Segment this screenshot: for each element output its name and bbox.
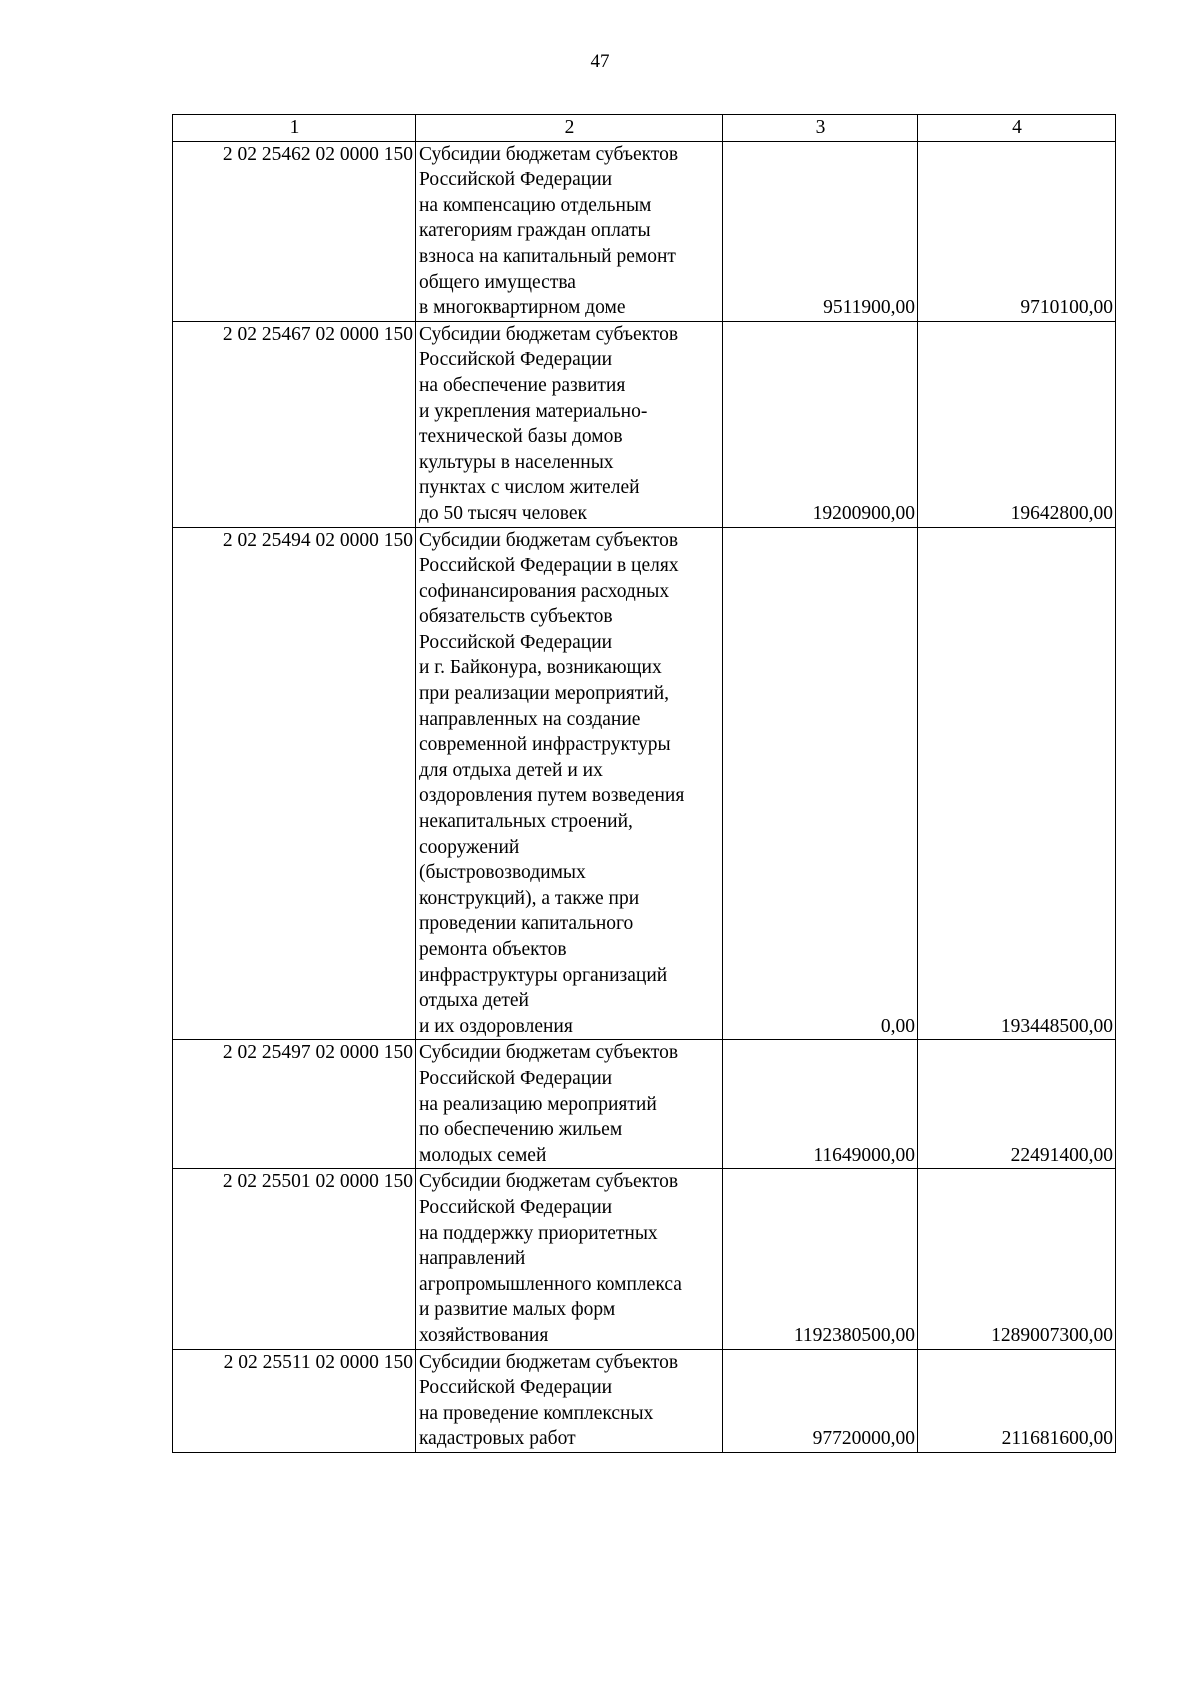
description-line: ремонта объектов	[419, 939, 567, 960]
description-cell	[416, 321, 723, 527]
description-line: общего имущества	[419, 271, 576, 293]
description-cell	[416, 527, 723, 1040]
table-row	[173, 1349, 1116, 1452]
description-line: направленных на создание	[419, 708, 641, 730]
description-line: на реализацию мероприятий	[419, 1093, 657, 1115]
description-line: Субсидии бюджетам субъектов	[419, 323, 679, 345]
description-line: и г. Байконура, возникающих	[419, 657, 662, 679]
description-line: обязательств субъектов	[419, 606, 613, 628]
description-cell	[416, 1040, 723, 1169]
description-line: на компенсацию отдельным	[419, 194, 652, 216]
page-number: 47	[590, 51, 610, 72]
description-line: в многоквартирном доме	[419, 297, 626, 319]
description-line: Субсидии бюджетам субъектов	[419, 143, 679, 165]
description-cell	[416, 1349, 723, 1452]
budget-code-cell: 2 02 25497 02 0000 150	[173, 1040, 416, 1169]
budget-table	[172, 114, 1116, 1453]
description-line: агропромышленного комплекса	[419, 1273, 682, 1295]
description-cell	[416, 141, 723, 321]
column-header-3: 3	[723, 115, 918, 142]
description-line: категориям граждан оплаты	[419, 220, 651, 242]
table-row	[173, 527, 1116, 1040]
amount-col3-cell: 11649000,00	[723, 1040, 918, 1169]
description-line: Российской Федерации	[419, 1067, 613, 1089]
description-line: на проведение комплексных	[419, 1402, 654, 1424]
description-line: и укрепления материально-	[419, 400, 648, 422]
description-line: софинансирования расходных	[419, 580, 670, 602]
amount-col4-cell: 22491400,00	[918, 1040, 1116, 1169]
table-row	[173, 1169, 1116, 1349]
description-line: культуры в населенных	[419, 451, 614, 473]
description-line: Субсидии бюджетам субъектов	[419, 1171, 679, 1193]
description-line: отдыха детей	[419, 990, 529, 1012]
amount-col4-cell: 19642800,00	[918, 321, 1116, 527]
description-line: кадастровых работ	[419, 1428, 576, 1450]
amount-col3-cell: 0,00	[723, 527, 918, 1040]
table-row	[173, 321, 1116, 527]
amount-col3-cell: 97720000,00	[723, 1349, 918, 1452]
description-line: пунктах с числом жителей	[419, 477, 640, 499]
description-cell	[416, 1169, 723, 1349]
description-line: оздоровления путем возведения	[419, 785, 685, 807]
description-line: Российской Федерации	[419, 1377, 613, 1399]
budget-code-cell: 2 02 25511 02 0000 150	[173, 1349, 416, 1452]
budget-code-cell: 2 02 25494 02 0000 150	[173, 527, 416, 1040]
description-line: некапитальных строений,	[419, 811, 633, 833]
budget-code-cell: 2 02 25501 02 0000 150	[173, 1169, 416, 1349]
description-line: (быстровозводимых	[419, 862, 586, 884]
table-header	[173, 115, 1116, 142]
amount-col4-cell: 9710100,00	[918, 141, 1116, 321]
description-line: при реализации мероприятий,	[419, 683, 670, 705]
description-line: взноса на капитальный ремонт	[419, 245, 676, 267]
description-line: по обеспечению жильем	[419, 1119, 623, 1141]
description-line: сооружений	[419, 836, 520, 858]
amount-col4-cell: 211681600,00	[918, 1349, 1116, 1452]
description-line: Субсидии бюджетам субъектов	[419, 529, 679, 551]
budget-code-cell: 2 02 25462 02 0000 150	[173, 141, 416, 321]
description-line: Российской Федерации	[419, 631, 613, 653]
amount-col4-cell: 1289007300,00	[918, 1169, 1116, 1349]
description-line: для отдыха детей и их	[419, 759, 603, 781]
description-line: Российской Федерации	[419, 349, 613, 371]
table-row	[173, 1040, 1116, 1169]
budget-code-cell: 2 02 25467 02 0000 150	[173, 321, 416, 527]
description-line: конструкций), а также при	[419, 887, 640, 909]
description-line: современной инфраструктуры	[419, 734, 671, 756]
column-header-4: 4	[918, 115, 1116, 142]
description-line: Субсидии бюджетам субъектов	[419, 1351, 679, 1373]
description-line: Российской Федерации	[419, 1196, 613, 1218]
description-line: до 50 тысяч человек	[419, 502, 588, 524]
description-line: проведении капитального	[419, 913, 634, 935]
column-header-1: 1	[173, 115, 416, 142]
description-line: инфраструктуры организаций	[419, 964, 668, 986]
amount-col4-cell: 193448500,00	[918, 527, 1116, 1040]
description-line: и развитие малых форм	[419, 1299, 616, 1321]
description-line: технической базы домов	[419, 426, 623, 448]
description-line: на обеспечение развития	[419, 374, 626, 396]
table-row	[173, 141, 1116, 321]
header-row	[173, 115, 1116, 142]
description-line: молодых семей	[419, 1144, 547, 1166]
column-header-2: 2	[416, 115, 723, 142]
amount-col3-cell: 9511900,00	[723, 141, 918, 321]
description-line: на поддержку приоритетных	[419, 1222, 658, 1244]
description-line: Российской Федерации в целях	[419, 555, 679, 577]
amount-col3-cell: 19200900,00	[723, 321, 918, 527]
description-line: Субсидии бюджетам субъектов	[419, 1042, 679, 1064]
description-line: Российской Федерации	[419, 169, 613, 191]
table-body	[173, 141, 1116, 1452]
description-line: и их оздоровления	[419, 1015, 573, 1037]
amount-col3-cell: 1192380500,00	[723, 1169, 918, 1349]
description-line: направлений	[419, 1248, 526, 1270]
description-line: хозяйствования	[419, 1324, 549, 1346]
